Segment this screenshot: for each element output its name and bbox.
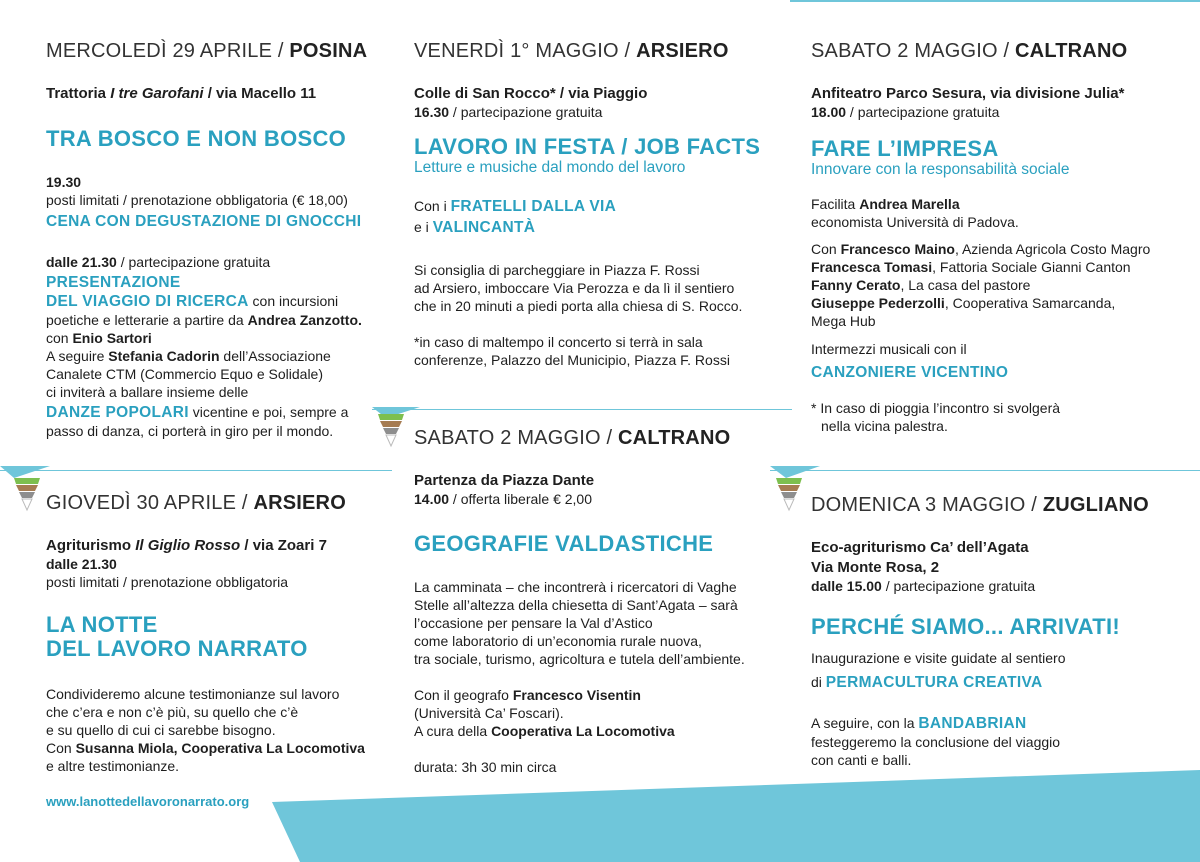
event-desc: DEL VIAGGIO DI RICERCA con incursioni (46, 293, 339, 310)
event-title: PERCHÉ SIAMO... ARRIVATI! (811, 614, 1120, 639)
event-desc: Mega Hub (811, 313, 876, 329)
event-date: MERCOLEDÌ 29 APRILE / POSINA (46, 40, 368, 62)
event-title: GEOGRAFIE VALDASTICHE (414, 531, 714, 556)
event-venue: Trattoria I tre Garofani / via Macello 11 (46, 85, 317, 102)
event-desc: Intermezzi musicali con il (811, 341, 967, 357)
event-title: DEL LAVORO NARRATO (46, 636, 308, 661)
event-note: posti limitati / prenotazione obbligatoria (46, 574, 289, 590)
event-date: SABATO 2 MAGGIO / CALTRANO (414, 427, 731, 449)
event-desc: Francesca Tomasi, Fattoria Sociale Gianni Canton (811, 259, 1131, 275)
event-time: 14.00 / offerta liberale € 2,00 (414, 491, 592, 507)
event-desc: l’occasione per pensare la Val d’Astico (414, 615, 653, 631)
event-desc: Inaugurazione e visite guidate al sentiero (811, 650, 1066, 666)
event-date: SABATO 2 MAGGIO / CALTRANO (811, 40, 1128, 62)
event-desc: economista Università di Padova. (811, 214, 1019, 230)
funnel-icon (14, 478, 40, 512)
event-desc: e altre testimonianze. (46, 758, 180, 774)
event-desc: Canalete CTM (Commercio Equo e Solidale) (46, 366, 323, 382)
event-desc: che c’era e non c’è più, su quello che c’è (46, 704, 299, 720)
event-desc: con canti e balli. (811, 752, 912, 768)
event-desc: Con Susanna Miola, Cooperativa La Locomotiva (46, 740, 365, 756)
event-note: nella vicina palestra. (821, 418, 948, 434)
event-desc: come laboratorio di un’economia rurale nuova, (414, 633, 702, 649)
event-note: posti limitati / prenotazione obbligatoria (€ 18,00) (46, 192, 348, 208)
event-desc: festeggeremo la conclusione del viaggio (811, 734, 1061, 750)
event-date: GIOVEDÌ 30 APRILE / ARSIERO (46, 492, 346, 514)
website-link[interactable]: www.lanottedellavoronarrato.org (46, 794, 250, 809)
divider (0, 470, 392, 471)
event-desc: ad Arsiero, imboccare Via Perozza e da lì il sentiero (414, 280, 735, 296)
event-desc: che in 20 minuti a piedi porta alla chiesa di S. Rocco. (414, 298, 743, 314)
event-desc: Stelle all’altezza della chiesetta di Sant’Agata – sarà (414, 597, 738, 613)
event-date: VENERDÌ 1° MAGGIO / ARSIERO (414, 40, 729, 62)
event-time-2: dalle 21.30 / partecipazione gratuita (46, 254, 271, 270)
event-subtitle-2: PRESENTAZIONE (46, 274, 181, 291)
event-desc: *in caso di maltempo il concerto si terrà in sala (414, 334, 703, 350)
event-desc: DANZE POPOLARI vicentine e poi, sempre a (46, 404, 349, 421)
event-subtitle: CENA CON DEGUSTAZIONE DI GNOCCHI (46, 213, 362, 230)
event-desc: Giuseppe Pederzolli, Cooperativa Samarcanda, (811, 295, 1116, 311)
event-venue: Partenza da Piazza Dante (414, 472, 595, 489)
event-performer: CANZONIERE VICENTINO (811, 364, 1009, 381)
event-performer: e i VALINCANTÀ (414, 219, 536, 236)
event-desc: Condivideremo alcune testimonianze sul lavoro (46, 686, 340, 702)
event-venue: Via Monte Rosa, 2 (811, 559, 940, 576)
event-caltrano-14 (414, 427, 784, 776)
event-desc: A seguire Stefania Cadorin dell’Associazione (46, 348, 331, 364)
event-desc: Si consiglia di parcheggiare in Piazza F. Rossi (414, 262, 700, 278)
event-arsiero-30 (46, 492, 381, 775)
event-desc: Con il geografo Francesco Visentin (414, 687, 641, 703)
event-desc: passo di danza, ci porterà in giro per il mondo. (46, 423, 334, 439)
event-title: FARE L’IMPRESA (811, 136, 999, 161)
event-desc: La camminata – che incontrerà i ricercatori di Vaghe (414, 579, 737, 595)
event-title: LAVORO IN FESTA / JOB FACTS (414, 134, 761, 159)
event-zugliano (811, 494, 1196, 769)
event-desc: e su quello di cui ci sarebbe bisogno. (46, 722, 276, 738)
event-date: DOMENICA 3 MAGGIO / ZUGLIANO (811, 494, 1149, 516)
event-time: 18.00 / partecipazione gratuita (811, 104, 1000, 120)
event-desc: conferenze, Palazzo del Municipio, Piazza F. Rossi (414, 352, 730, 368)
event-desc: A seguire, con la BANDABRIAN (811, 715, 1027, 732)
event-posina (46, 40, 381, 440)
event-desc: tra sociale, turismo, agricoltura e tutela dell’ambiente. (414, 651, 745, 667)
event-desc: di PERMACULTURA CREATIVA (811, 674, 1043, 691)
event-venue: Anfiteatro Parco Sesura, via divisione Julia* (811, 85, 1125, 102)
event-duration: durata: 3h 30 min circa (414, 759, 557, 775)
event-desc: Facilita Andrea Marella (811, 196, 960, 212)
event-venue: Colle di San Rocco* / via Piaggio (414, 85, 648, 102)
event-time: dalle 15.00 / partecipazione gratuita (811, 578, 1036, 594)
event-title: LA NOTTE (46, 612, 158, 637)
divider (372, 409, 792, 410)
event-desc: poetiche e letterarie a partire da Andrea Zanzotto. (46, 312, 362, 328)
event-desc: ci inviterà a ballare insieme delle (46, 384, 249, 400)
event-caltrano-18 (811, 40, 1196, 435)
event-desc: Fanny Cerato, La casa del pastore (811, 277, 1031, 293)
event-venue: Agriturismo Il Giglio Rosso / via Zoari 7 (46, 537, 327, 554)
event-performer: Con i FRATELLI DALLA VIA (414, 198, 617, 215)
event-desc: Con Francesco Maino, Azienda Agricola Costo Magro (811, 241, 1151, 257)
event-desc: A cura della Cooperativa La Locomotiva (414, 723, 675, 739)
event-title: TRA BOSCO E NON BOSCO (46, 126, 347, 151)
event-time: 19.30 (46, 174, 82, 190)
divider (770, 470, 1200, 471)
event-subtitle: Innovare con la responsabilità sociale (811, 161, 1070, 178)
event-venue: Eco-agriturismo Ca’ dell’Agata (811, 539, 1029, 556)
funnel-icon (378, 414, 404, 448)
event-arsiero-1 (414, 40, 784, 369)
event-desc: con Enio Sartori (46, 330, 152, 346)
event-subtitle: Letture e musiche dal mondo del lavoro (414, 159, 686, 176)
event-note: * In caso di pioggia l’incontro si svolgerà (811, 400, 1061, 416)
event-time: dalle 21.30 (46, 556, 117, 572)
event-time: 16.30 / partecipazione gratuita (414, 104, 603, 120)
event-desc: (Università Ca’ Foscari). (414, 705, 564, 721)
